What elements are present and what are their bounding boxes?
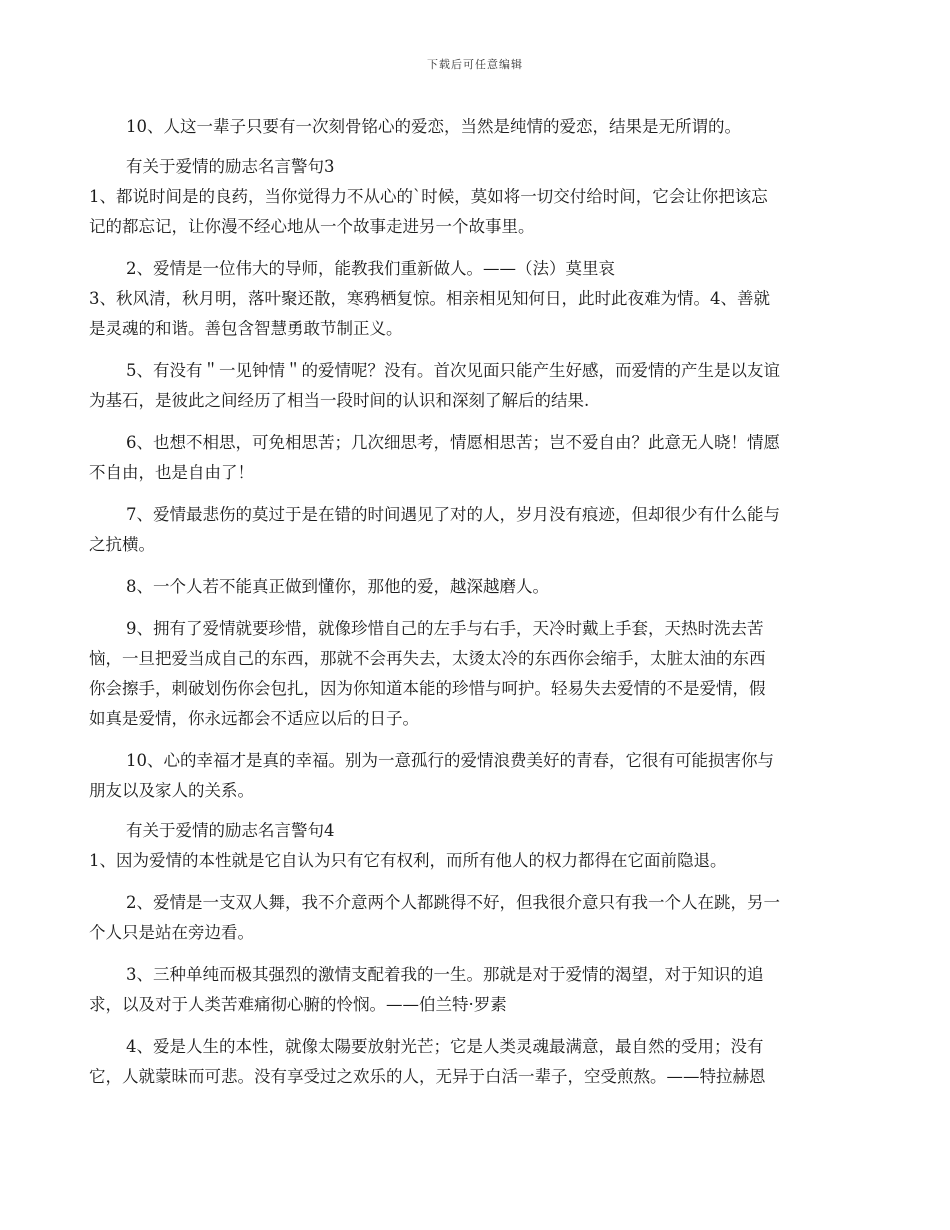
text-line: 3、秋风清，秋月明，落叶聚还散，寒鸦栖复惊。相亲相见知何日，此时此夜难为情。4、善就: [89, 289, 770, 308]
text-line: 6、也想不相思，可免相思苦；几次细思考，情愿相思苦；岂不爱自由？此意无人晓！情愿: [126, 433, 780, 452]
text-line: 8、一个人若不能真正做到懂你，那他的爱，越深越磨人。: [126, 577, 549, 596]
text-line: 9、拥有了爱情就要珍惜，就像珍惜自己的左手与右手，天冷时戴上手套，天热时洗去苦: [126, 619, 764, 638]
text-line: 10、心的幸福才是真的幸福。别为一意孤行的爱情浪费美好的青春，它很有可能损害你与: [126, 751, 774, 770]
text-line: 恼，一旦把爱当成自己的东西，那就不会再失去，太烫太冷的东西你会缩手，太脏太油的东西: [89, 649, 766, 668]
text-line: 5、有没有＂一见钟情＂的爱情呢？没有。首次见面只能产生好感，而爱情的产生是以友谊: [126, 361, 780, 380]
text-line: 为基石，是彼此之间经历了相当一段时间的认识和深刻了解后的结果.: [89, 391, 590, 410]
text-line: 2、爱情是一位伟大的导师，能教我们重新做人。——（法）莫里哀: [126, 259, 615, 278]
document-body: [89, 112, 861, 1092]
section-heading: 有关于爱情的励志名言警句4: [126, 821, 335, 840]
text-line: 不自由，也是自由了！: [89, 463, 254, 482]
text-line: 2、爱情是一支双人舞，我不介意两个人都跳得不好，但我很介意只有我一个人在跳，另一: [126, 893, 780, 912]
text-line: 如真是爱情，你永远都会不适应以后的日子。: [89, 709, 419, 728]
text-line: 1、都说时间是的良药，当你觉得力不从心的`时候，莫如将一切交付给时间，它会让你把该忘: [89, 187, 768, 206]
text-line: 是灵魂的和谐。善包含智慧勇敢节制正义。: [89, 319, 403, 338]
text-line: 记的都忘记，让你漫不经心地从一个故事走进另一个故事里。: [89, 217, 535, 236]
section-heading: 有关于爱情的励志名言警句3: [126, 157, 335, 176]
text-line: 个人只是站在旁边看。: [89, 923, 254, 942]
text-line: 10、人这一辈子只要有一次刻骨铭心的爱恋，当然是纯情的爱恋，结果是无所谓的。: [126, 117, 741, 136]
text-line: 它，人就蒙昧而可悲。没有享受过之欢乐的人，无异于白活一辈子，空受煎熬。——特拉赫恩: [89, 1067, 766, 1086]
text-line: 朋友以及家人的关系。: [89, 781, 254, 800]
text-line: 你会擦手，刺破划伤你会包扎，因为你知道本能的珍惜与呵护。轻易失去爱情的不是爱情，假: [89, 679, 766, 698]
text-line: 1、因为爱情的本性就是它自认为只有它有权利，而所有他人的权力都得在它面前隐退。: [89, 851, 727, 870]
text-line: 7、爱情最悲伤的莫过于是在错的时间遇见了对的人，岁月没有痕迹，但却很少有什么能与: [126, 505, 780, 524]
text-line: 4、爱是人生的本性，就像太陽要放射光芒；它是人类灵魂最满意，最自然的受用；没有: [126, 1037, 764, 1056]
text-line: 求，以及对于人类苦难痛彻心腑的怜悯。——伯兰特·罗素: [89, 995, 507, 1014]
text-line: 3、三种单纯而极其强烈的激情支配着我的一生。那就是对于爱情的渴望，对于知识的追: [126, 965, 764, 984]
text-line: 之抗横。: [89, 535, 155, 554]
page-header: 下载后可任意编辑: [427, 58, 523, 71]
